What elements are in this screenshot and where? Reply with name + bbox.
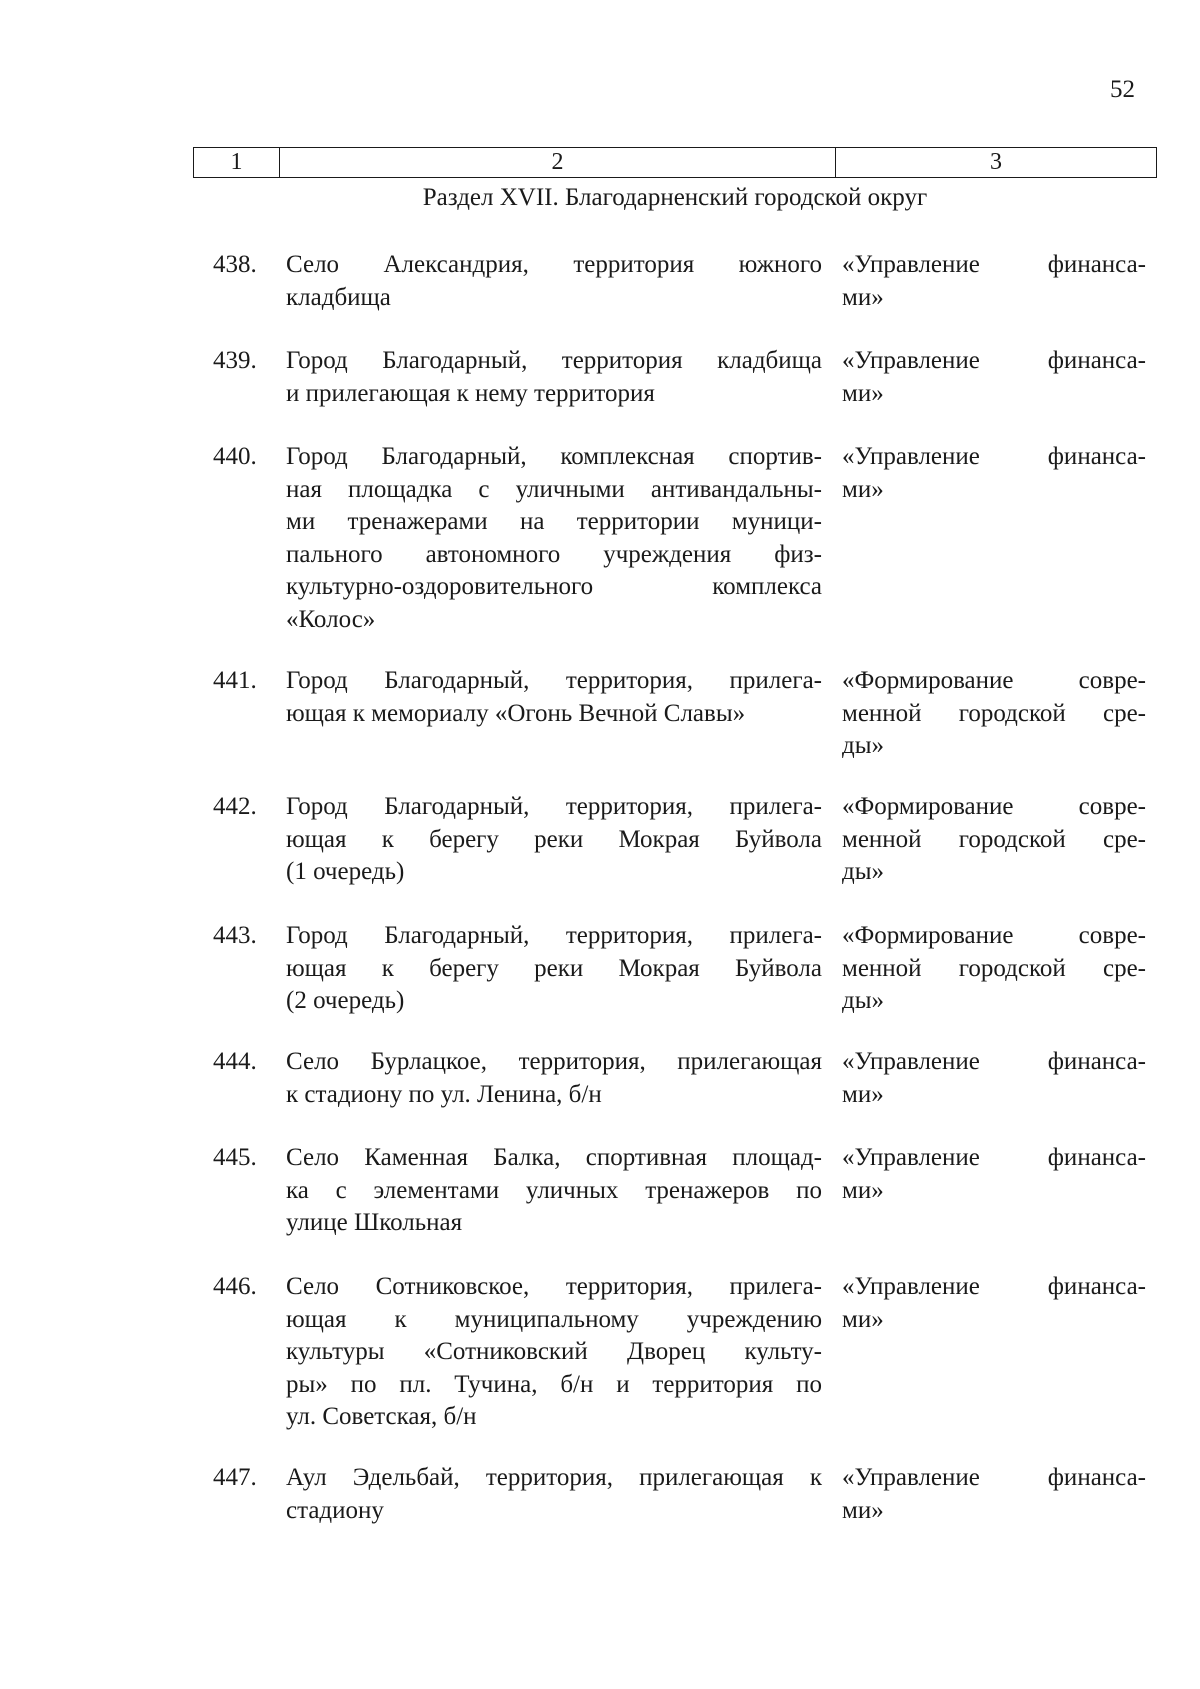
row-description xyxy=(286,1271,822,1434)
program-line: «Управление финанса- xyxy=(842,347,1146,374)
row-description xyxy=(286,1046,822,1111)
row-description xyxy=(286,345,822,410)
description-line: пального автономного учреждения физ- xyxy=(286,540,822,568)
description-line: ющая к муниципальному учреждению xyxy=(286,1305,822,1333)
description-line: Село Каменная Балка, спортивная площад- xyxy=(286,1144,822,1171)
program-line: менной городской сре- xyxy=(842,699,1146,727)
description-line: Город Благодарный, территория кладбища xyxy=(286,347,822,374)
program-line: менной городской сре- xyxy=(842,954,1146,982)
row-program xyxy=(842,1142,1146,1207)
header-col-2: 2 xyxy=(280,148,836,177)
row-program xyxy=(842,1046,1146,1111)
description-line: ная площадка с уличными антивандальны- xyxy=(286,475,822,503)
description-line: и прилегающая к нему территория xyxy=(286,379,655,407)
program-line: ды» xyxy=(842,987,885,1015)
description-line: стадиону xyxy=(286,1496,384,1524)
description-line: Село Бурлацкое, территория, прилегающая xyxy=(286,1048,822,1075)
program-line: ды» xyxy=(842,732,885,760)
row-program xyxy=(842,1462,1146,1527)
description-line: «Колос» xyxy=(286,605,376,633)
row-number: 441. xyxy=(213,667,257,694)
row-description xyxy=(286,441,822,637)
program-line: ми» xyxy=(842,475,884,503)
description-line: ющая к мемориалу «Огонь Вечной Славы» xyxy=(286,699,746,727)
program-line: «Формирование совре- xyxy=(842,793,1146,820)
row-program xyxy=(842,249,1146,314)
program-line: ми» xyxy=(842,283,884,311)
program-line: «Управление финанса- xyxy=(842,1464,1146,1491)
description-line: (1 очередь) xyxy=(286,858,405,886)
description-line: кладбища xyxy=(286,283,391,311)
description-line: Город Благодарный, комплексная спортив- xyxy=(286,443,822,470)
description-line: культуры «Сотниковский Дворец культу- xyxy=(286,1338,822,1366)
description-line: Аул Эдельбай, территория, прилегающая к xyxy=(286,1464,822,1491)
program-line: «Управление финанса- xyxy=(842,251,1146,278)
program-line: ми» xyxy=(842,1305,884,1333)
page-number: 52 xyxy=(1110,76,1135,103)
row-number: 444. xyxy=(213,1048,257,1075)
program-line: «Формирование совре- xyxy=(842,667,1146,694)
description-line: Город Благодарный, территория, прилега- xyxy=(286,667,822,694)
row-program xyxy=(842,441,1146,506)
description-line: Город Благодарный, территория, прилега- xyxy=(286,922,822,949)
program-line: ми» xyxy=(842,1496,884,1524)
row-number: 442. xyxy=(213,793,257,820)
table-header xyxy=(193,147,1157,178)
program-line: ми» xyxy=(842,1176,884,1204)
row-number: 446. xyxy=(213,1273,257,1300)
header-col-1: 1 xyxy=(194,148,280,177)
row-program xyxy=(842,1271,1146,1336)
program-line: ды» xyxy=(842,858,885,886)
description-line: ющая к берегу реки Мокрая Буйвола xyxy=(286,954,822,982)
description-line: ры» по пл. Тучина, б/н и территория по xyxy=(286,1370,822,1398)
description-line: ка с элементами уличных тренажеров по xyxy=(286,1176,822,1204)
row-program xyxy=(842,345,1146,410)
program-line: «Управление финанса- xyxy=(842,1048,1146,1075)
row-number: 445. xyxy=(213,1144,257,1171)
row-program xyxy=(842,920,1146,1018)
section-title: Раздел XVII. Благодарненский городской округ xyxy=(422,184,928,211)
row-description xyxy=(286,920,822,1018)
row-number: 438. xyxy=(213,251,257,278)
description-line: культурно-оздоровительного комплекса xyxy=(286,573,822,601)
row-number: 447. xyxy=(213,1464,257,1491)
description-line: Село Сотниковское, территория, прилега- xyxy=(286,1273,822,1300)
program-line: «Управление финанса- xyxy=(842,443,1146,470)
description-line: ул. Советская, б/н xyxy=(286,1403,477,1431)
row-program xyxy=(842,791,1146,889)
row-description xyxy=(286,665,822,730)
description-line: ющая к берегу реки Мокрая Буйвола xyxy=(286,825,822,853)
row-number: 443. xyxy=(213,922,257,949)
row-description xyxy=(286,249,822,314)
description-line: (2 очередь) xyxy=(286,987,405,1015)
row-description xyxy=(286,791,822,889)
row-program xyxy=(842,665,1146,763)
description-line: к стадиону по ул. Ленина, б/н xyxy=(286,1080,602,1108)
program-line: ми» xyxy=(842,379,884,407)
program-line: «Формирование совре- xyxy=(842,922,1146,949)
description-line: улице Школьная xyxy=(286,1209,463,1237)
row-description xyxy=(286,1462,822,1527)
description-line: Город Благодарный, территория, прилега- xyxy=(286,793,822,820)
row-number: 440. xyxy=(213,443,257,470)
program-line: менной городской сре- xyxy=(842,825,1146,853)
description-line: ми тренажерами на территории муници- xyxy=(286,508,822,536)
row-number: 439. xyxy=(213,347,257,374)
program-line: «Управление финанса- xyxy=(842,1273,1146,1300)
header-col-3: 3 xyxy=(990,149,1002,175)
program-line: «Управление финанса- xyxy=(842,1144,1146,1171)
row-description xyxy=(286,1142,822,1240)
program-line: ми» xyxy=(842,1080,884,1108)
description-line: Село Александрия, территория южного xyxy=(286,251,822,278)
